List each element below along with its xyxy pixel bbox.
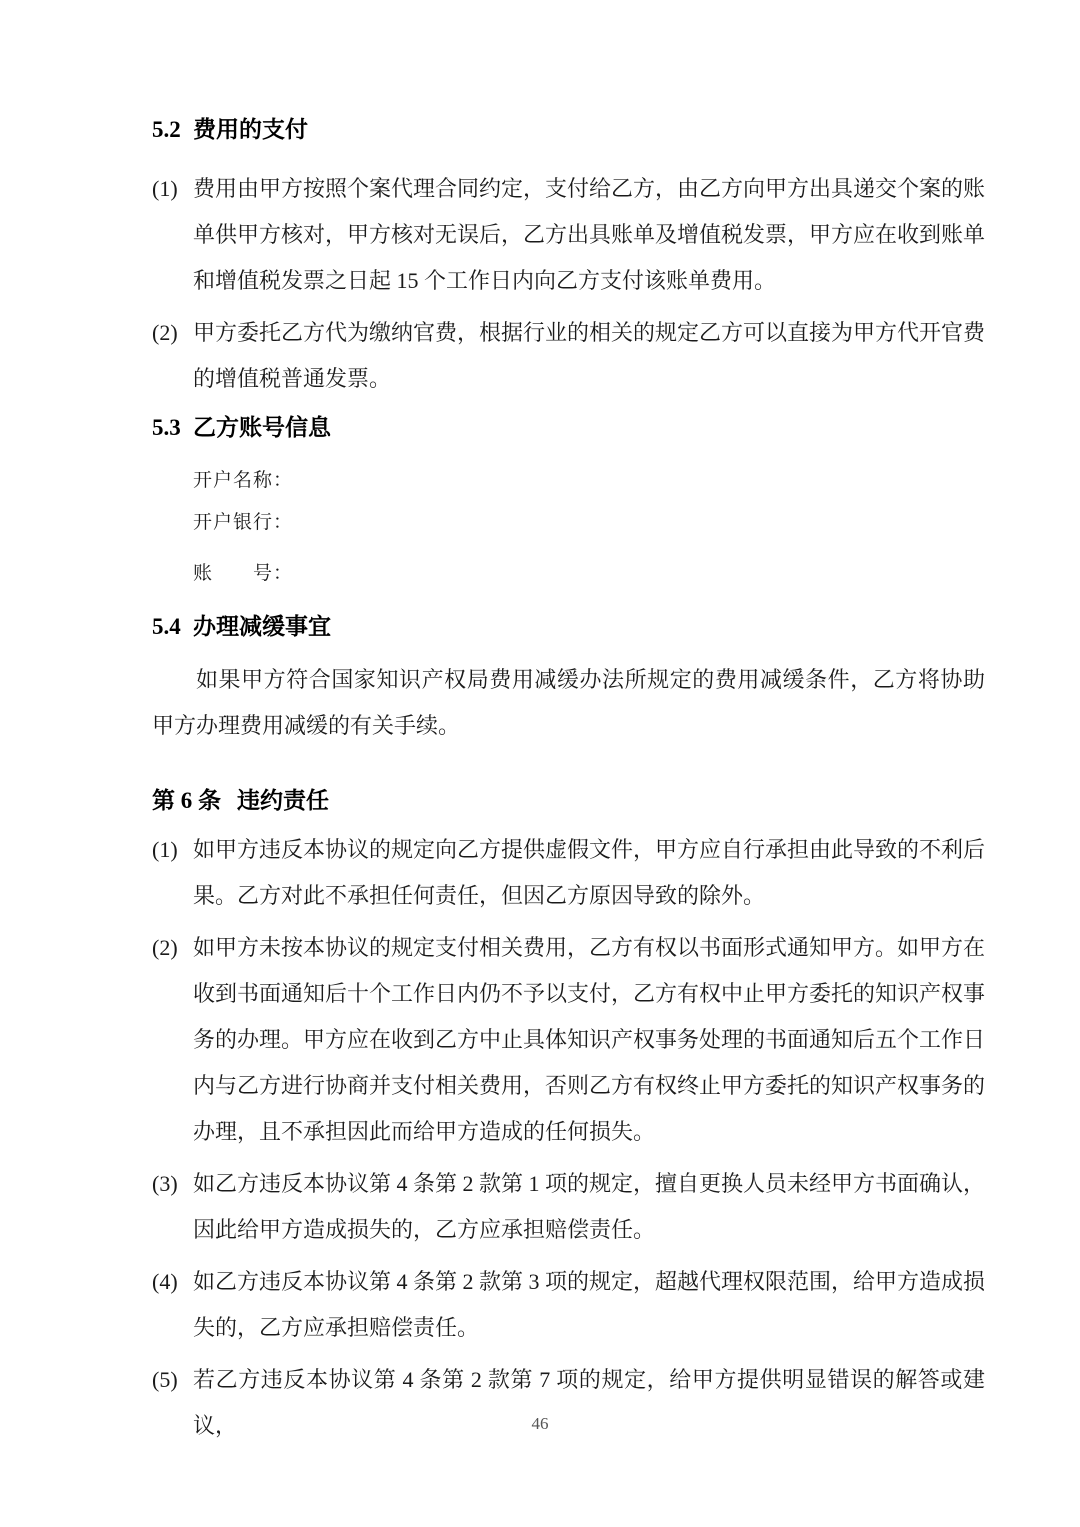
clause-marker: (4) (152, 1269, 178, 1294)
clause-6-1 (152, 827, 985, 919)
account-info-block (193, 460, 985, 595)
section-title: 费用的支付 (193, 117, 308, 142)
clause-text: 若乙方违反本协议第 4 条第 2 款第 7 项的规定，给甲方提供明显错误的解答或建议， (193, 1367, 985, 1438)
clause-marker: (3) (152, 1171, 178, 1196)
page-number: 46 (531, 1414, 549, 1433)
clause-text: 甲方委托乙方代为缴纳官费，根据行业的相关的规定乙方可以直接为甲方代开官费的增值税普通发票。 (193, 320, 986, 391)
section-number: 5.4 (152, 614, 181, 639)
clause-6-2 (152, 925, 985, 1155)
clause-marker: (5) (152, 1367, 178, 1392)
section-number: 5.3 (152, 415, 181, 440)
clause-marker: (1) (152, 837, 178, 862)
account-bank-label: 开户银行： (193, 512, 294, 533)
section-title: 办理减缓事宜 (193, 614, 331, 639)
clause-text: 如甲方违反本协议的规定向乙方提供虚假文件，甲方应自行承担由此导致的不利后果。乙方对此不承担任何责任，但因乙方原因导致的除外。 (193, 837, 986, 908)
article-title: 违约责任 (237, 788, 329, 813)
section-title: 乙方账号信息 (193, 415, 331, 440)
clause-5-2-1 (152, 166, 985, 304)
clause-marker: (2) (152, 935, 178, 960)
clause-text: 如乙方违反本协议第 4 条第 2 款第 3 项的规定，超越代理权限范围，给甲方造成损失的，乙方应承担赔偿责任。 (193, 1269, 986, 1340)
section-heading-5-3 (152, 412, 985, 444)
clause-marker: (1) (152, 176, 178, 201)
section-heading-5-4 (152, 611, 985, 643)
paragraph-5-4: 如果甲方符合国家知识产权局费用减缓办法所规定的费用减缓条件，乙方将协助甲方办理费用减缓的有关手续。 (152, 667, 985, 738)
section-heading-5-2 (152, 114, 985, 146)
article-number: 第 6 条 (152, 788, 221, 813)
clause-6-3 (152, 1161, 985, 1253)
account-name-label: 开户名称： (193, 470, 294, 491)
clause-text: 如乙方违反本协议第 4 条第 2 款第 1 项的规定，擅自更换人员未经甲方书面确认，因此给甲方造成损失的，乙方应承担赔偿责任。 (193, 1171, 986, 1242)
clause-5-2-2 (152, 310, 985, 402)
account-number-label: 账 号： (193, 563, 294, 584)
clause-text: 费用由甲方按照个案代理合同约定，支付给乙方，由乙方向甲方出具递交个案的账单供甲方核对，甲方核对无误后，乙方出具账单及增值税发票，甲方应在收到账单和增值税发票之日起 15 个工作日内向乙方支付该账单费用。 (193, 176, 986, 293)
clause-6-4 (152, 1259, 985, 1351)
article-heading-6 (152, 785, 985, 817)
section-number: 5.2 (152, 117, 181, 142)
clause-text: 如甲方未按本协议的规定支付相关费用，乙方有权以书面形式通知甲方。如甲方在收到书面通知后十个工作日内仍不予以支付，乙方有权中止甲方委托的知识产权事务的办理。甲方应在收到乙方中止具体知识产权事务处理的书面通知后五个工作日内与乙方进行协商并支付相关费用，否则乙方有权终止甲方委托的知识产权事务的办理，且不承担因此而给甲方造成的任何损失。 (193, 935, 986, 1144)
clause-marker: (2) (152, 320, 178, 345)
